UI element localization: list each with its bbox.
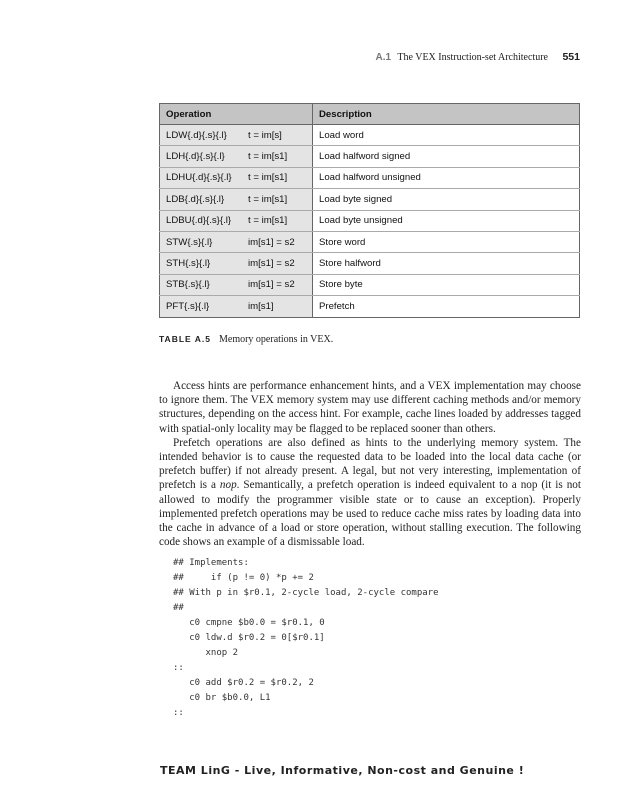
operation-semantics: t = im[s] [248,129,282,141]
operation-name: LDW{.d}{.s}{.l} [166,129,227,141]
table-row [160,125,580,146]
table-row [160,231,580,252]
operation-semantics: im[s1] = s2 [248,279,295,291]
code-line: ## if (p != 0) *p += 2 [173,573,314,584]
code-listing [173,556,581,721]
table-row [160,167,580,188]
operation-name: STB{.s}{.l} [166,279,210,291]
table-row [160,274,580,295]
page-number: 551 [562,51,580,63]
code-line: :: [173,708,184,719]
code-line: ## Implements: [173,558,249,569]
description-cell: Store byte [313,274,580,295]
code-line: :: [173,663,184,674]
table-row [160,253,580,274]
operation-name: STW{.s}{.l} [166,236,213,248]
operation-name: LDB{.d}{.s}{.l} [166,193,225,205]
operation-name: PFT{.s}{.l} [166,300,210,312]
operation-semantics: im[s1] = s2 [248,236,295,248]
section-number: A.1 [375,52,392,63]
table-caption [159,334,333,345]
description-cell: Load byte unsigned [313,210,580,231]
description-cell: Store halfword [313,253,580,274]
table-row [160,210,580,231]
description-cell: Load word [313,125,580,146]
operation-semantics: t = im[s1] [248,151,288,163]
code-line: c0 ldw.d $r0.2 = 0[$r0.1] [173,633,325,644]
main-text-flow [159,379,581,721]
operation-name: STH{.s}{.l} [166,258,211,270]
code-line: c0 add $r0.2 = $r0.2, 2 [173,678,314,689]
description-cell: Store word [313,231,580,252]
memory-operations-table [159,103,580,318]
text-run: Prefetch operations are also defined as hints to the underlying memory system. The intended behavior is to cause the requested data to be loaded into the local data cache (or prefetch buffer) if not already present. A legal, but not very interesting, implementation of prefetch is a [159,436,581,492]
operation-cell [160,231,313,252]
table-row [160,146,580,167]
operation-name: LDH{.d}{.s}{.l} [166,151,225,163]
operation-name: LDHU{.d}{.s}{.l} [166,172,232,184]
body-text [159,379,581,549]
table-row [160,189,580,210]
operation-cell [160,189,313,210]
caption-label: TABLE A.5 [159,334,211,344]
caption-text: Memory operations in VEX. [218,334,334,345]
header-description: Description [313,104,580,125]
description-cell: Load byte signed [313,189,580,210]
description-cell: Load halfword unsigned [313,167,580,188]
emphasis: nop [219,479,237,492]
paragraph: Access hints are performance enhancement hints, and a VEX implementation may choose to ignore them. The VEX memory system may use different caching methods and/or memory structures, depending on the access hint. For example, cache lines loaded by addresses tagged with spatial-only locality may be flagged to be replaced sooner than others. [159,380,581,435]
operation-cell [160,274,313,295]
operation-semantics: t = im[s1] [248,193,288,205]
paragraph [159,436,581,550]
operation-cell [160,253,313,274]
header-operation: Operation [160,104,313,125]
operation-cell [160,296,313,317]
code-line: c0 cmpne $b0.0 = $r0.1, 0 [173,618,325,629]
operation-semantics: t = im[s1] [248,215,288,227]
code-line: ## With p in $r0.1, 2-cycle load, 2-cycle compare [173,588,439,599]
running-head [375,51,580,63]
chapter-title: The VEX Instruction-set Architecture [397,52,548,63]
text-run: . Semantically, a prefetch operation is indeed equivalent to a nop (it is not allowed to modify the programmer visible state or to cause an exception). Properly implemented prefetch operations may be used to reduce cache miss rates by loading data into the cache in advance of a load or store operation, without stalling execution. The following code shows an example of a dismissable load. [159,479,581,549]
operation-cell [160,125,313,146]
code-line: c0 br $b0.0, L1 [173,693,271,704]
description-cell: Load halfword signed [313,146,580,167]
operation-cell [160,146,313,167]
operation-semantics: t = im[s1] [248,172,288,184]
code-line: xnop 2 [173,648,239,659]
description-cell: Prefetch [313,296,580,317]
table-row [160,296,580,317]
operation-semantics: im[s1] [248,300,274,312]
code-line: ## [173,603,184,614]
operation-semantics: im[s1] = s2 [248,258,295,270]
operation-name: LDBU{.d}{.s}{.l} [166,215,232,227]
operation-cell [160,167,313,188]
operation-cell [160,210,313,231]
footer-watermark: TEAM LinG - Live, Informative, Non-cost and Genuine ! [160,764,525,777]
